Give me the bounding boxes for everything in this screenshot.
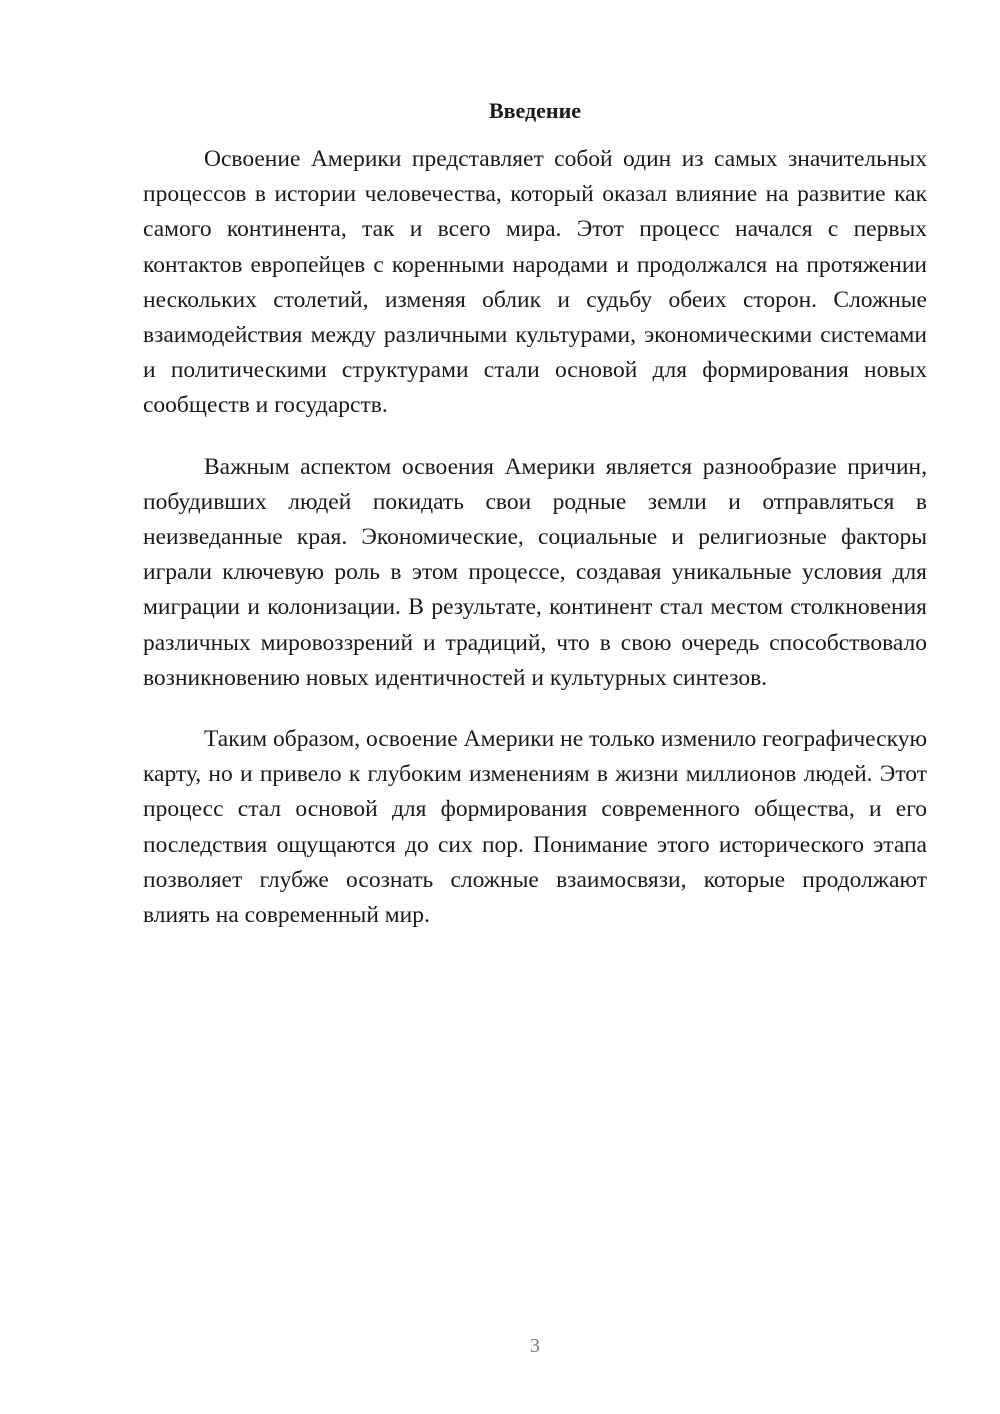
paragraph-3: Таким образом, освоение Америки не только изменило географическую карту, но и привело к глубоким изменениям в жизни миллионов людей. Этот процесс стал основой для формирования современного общества, и его последствия ощущаются до сих пор. Понимание этого исторического этапа позволяет глубже осознать сложные взаимосвязи, которые продолжают влиять на современный мир. — [143, 726, 927, 929]
paragraph-2: Важным аспектом освоения Америки является разнообразие причин, побудивших людей покидать свои родные земли и отправляться в неизведанные края. Экономические, социальные и религиозные факторы играли ключевую роль в этом процессе, создавая уникальные условия для миграции и колонизации. В результате, континент стал местом столкновения различных мировоззрений и традиций, что в свою очередь способствовало возникновению новых идентичностей и культурных синтезов. — [143, 453, 927, 691]
section-heading: Введение — [488, 98, 582, 123]
paragraph-1: Освоение Америки представляет собой один из самых значительных процессов в истории человечества, который оказал влияние на развитие как самого континента, так и всего мира. Этот процесс начался с первых контактов европейцев с коренными народами и продолжался на протяжении нескольких столетий, изменяя облик и судьбу обеих сторон. Сложные взаимодействия между различными культурами, экономическими системами и политическими структурами стали основой для формирования новых сообществ и государств. — [143, 146, 927, 419]
page-number: 3 — [530, 1335, 540, 1357]
body-text — [143, 142, 927, 959]
